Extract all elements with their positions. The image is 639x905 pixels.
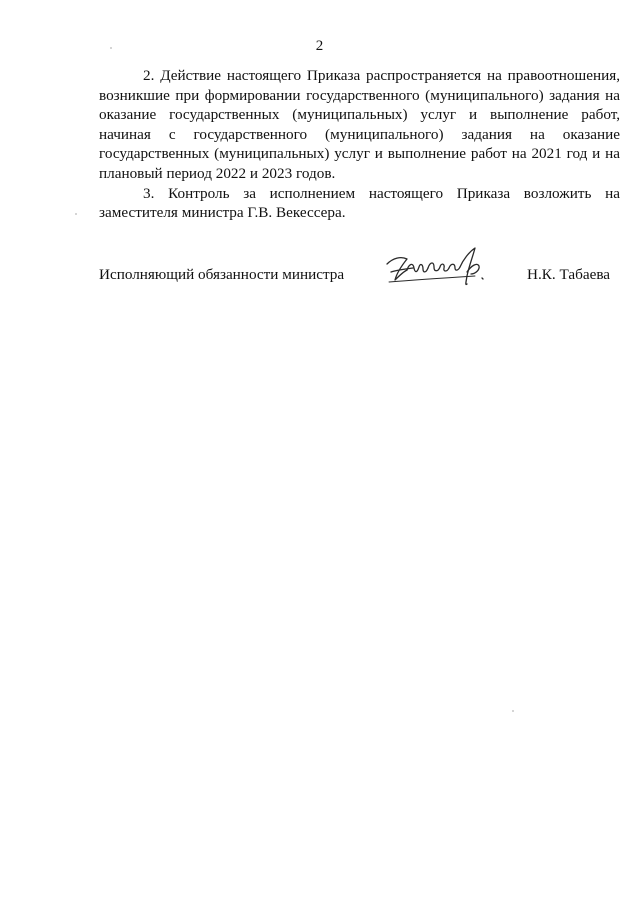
paragraph-2: 2. Действие настоящего Приказа распространяется на правоотношения, возникшие при формировании государственного (муниципального) задания на оказание государственных (муниципальных) услуг и выполнение работ, начиная с государственного (муниципального) задания на оказание государственных (муниципальных) услуг и выполнение работ на 2021 год и на плановый период 2022 и 2023 годов.: [99, 67, 620, 182]
scan-artifact: [110, 47, 112, 49]
paragraph-3: 3. Контроль за исполнением настоящего Приказа возложить на заместителя министра Г.В. Векессера.: [99, 184, 620, 222]
signatory-title: Исполняющий обязанности министра: [99, 266, 345, 283]
document-body: [99, 66, 620, 223]
signatory-name: Н.К. Табаева: [527, 266, 611, 283]
scan-artifact: [512, 710, 514, 712]
handwritten-signature: [383, 242, 493, 292]
page-number: 2: [315, 38, 324, 54]
scan-artifact: [75, 213, 77, 215]
